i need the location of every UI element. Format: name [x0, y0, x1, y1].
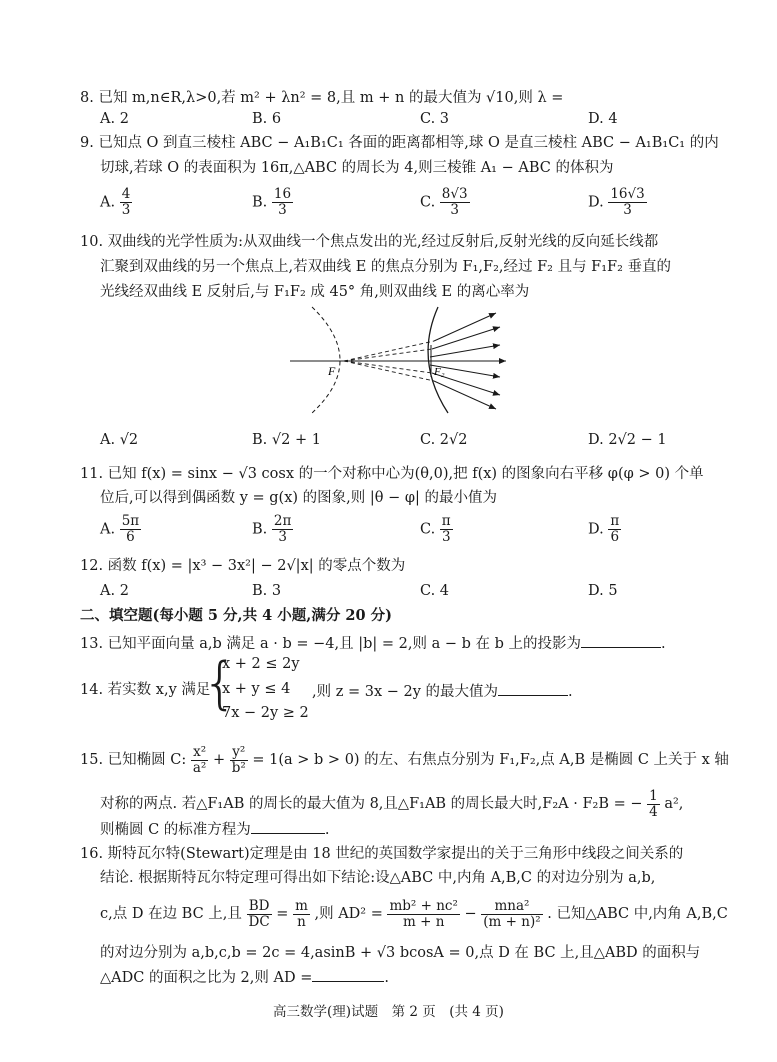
q15-line1: 15. 已知椭圆 C: $\frac{\text{x²}}{\text{a²}}$ + $\frac{\text{y²}}{\text{b²}}$ = 1(a > b > 0) 的左、右焦点分别为 F₁,F₂,点 A,B 是椭圆 C 上关于 x 轴 [80, 743, 729, 776]
q12-option-b: B. 3 [252, 583, 282, 599]
q10-option-b: B. √2 + 1 [252, 432, 321, 448]
q11-option-b: B. $\frac{2\pi}{3}$ [252, 513, 292, 545]
q8-option-a: A. 2 [100, 111, 129, 127]
q12-stem: 12. 函数 f(x) = |x³ − 3x²| − 2√|x| 的零点个数为 [80, 558, 406, 574]
q9-stem-line1: 9. 已知点 O 到直三棱柱 ABC − A₁B₁C₁ 各面的距离都相等,球 O 是直三棱柱 ABC − A₁B₁C₁ 的内 [80, 135, 719, 151]
q14-constraint-1: x + 2 ≤ 2y [222, 656, 300, 672]
q8-option-b: B. 6 [252, 111, 282, 127]
page-footer: 高三数学(理)试题 第 2 页 (共 4 页) [273, 1004, 504, 1020]
q16-line4: 的对边分别为 a,b,c,b = 2c = 4,asinB + √3 bcosA = 0,点 D 在 BC 上,且△ABD 的面积与 [100, 945, 701, 961]
q12-option-d: D. 5 [588, 583, 618, 599]
q15-line3: 则椭圆 C 的标准方程为 . [100, 818, 329, 840]
q12-option-c: C. 4 [420, 583, 450, 599]
q8-option-d: D. 4 [588, 111, 618, 127]
q8-stem: 8. 已知 m,n∈R,λ>0,若 m² + λn² = 8,且 m + n 的最大值为 √10,则 λ = [80, 90, 564, 106]
q10-option-a: A. √2 [100, 432, 139, 448]
q9-option-d: D. $\frac{16√3}{3}$ [588, 186, 645, 218]
q11-option-d: D. $\frac{\pi}{6}$ [588, 513, 620, 545]
q16-answer-blank[interactable] [312, 966, 384, 982]
q12-option-a: A. 2 [100, 583, 129, 599]
q11-stem-line1: 11. 已知 f(x) = sinx − √3 cosx 的一个对称中心为(θ,0),把 f(x) 的图象向右平移 φ(φ > 0) 个单 [80, 466, 704, 482]
q16-line1: 16. 斯特瓦尔特(Stewart)定理是由 18 世纪的英国数学家提出的关于三角形中线段之间关系的 [80, 846, 684, 862]
q14-question: ,则 z = 3x − 2y 的最大值为 . [312, 680, 573, 702]
q16-line3: c,点 D 在边 BC 上,且 $\frac{BD}{DC}$ = $\frac{m}{n}$ ,则 AD² = $\frac{\text{mb² + nc²}}{m + n}$ − $\frac{\text{mna²}}{\text{(m + n)²}}$ . 已知△ABC 中,内角 A,B,C [100, 897, 728, 930]
q13-stem: 13. 已知平面向量 a,b 满足 a · b = −4,且 |b| = 2,则 a − b 在 b 上的投影为 . [80, 632, 666, 654]
q16-line5: △ADC 的面积之比为 2,则 AD = . [100, 966, 389, 988]
q9-option-b: B. $\frac{16}{3}$ [252, 186, 292, 218]
f2-label: F₂ [434, 366, 445, 378]
q10-option-d: D. 2√2 − 1 [588, 432, 667, 448]
q14-constraint-2: x + y ≤ 4 [222, 681, 291, 697]
q13-answer-blank[interactable] [581, 632, 661, 648]
q15-answer-blank[interactable] [251, 818, 325, 834]
q14-brace: { [202, 651, 238, 716]
left-branch [312, 307, 340, 413]
q8-option-c: C. 3 [420, 111, 450, 127]
q10-stem-line3: 光线经双曲线 E 反射后,与 F₁F₂ 成 45° 角,则双曲线 E 的离心率为 [100, 284, 530, 300]
q9-option-c: C. $\frac{8√3}{3}$ [420, 186, 468, 218]
q10-stem-line2: 汇聚到双曲线的另一个焦点上,若双曲线 E 的焦点分别为 F₁,F₂,经过 F₂ 且与 F₁F₂ 垂直的 [100, 259, 672, 275]
q14-answer-blank[interactable] [498, 680, 568, 696]
q9-stem-line2: 切球,若球 O 的表面积为 16π,△ABC 的周长为 4,则三棱锥 A₁ − ABC 的体积为 [100, 160, 614, 176]
q15-line2: 对称的两点. 若△F₁AB 的周长的最大值为 8,且△F₁AB 的周长最大时,F₂A · F₂B = − $\frac{1}{4}$ a², [100, 787, 684, 820]
f1-label: F [328, 364, 336, 378]
q11-option-c: C. $\frac{\pi}{3}$ [420, 513, 451, 545]
q14-lead: 14. 若实数 x,y 满足 [80, 682, 211, 698]
q9-option-a: A. $\frac{4}{3}$ [100, 186, 131, 218]
q14-constraint-3: 7x − 2y ≥ 2 [222, 705, 309, 721]
q11-stem-line2: 位后,可以得到偶函数 y = g(x) 的图象,则 |θ − φ| 的最小值为 [100, 490, 498, 506]
q16-line2: 结论. 根据斯特瓦尔特定理可得出如下结论:设△ABC 中,内角 A,B,C 的对边分别为 a,b, [100, 870, 656, 886]
hyperbola-figure [288, 305, 510, 415]
section-2-heading: 二、填空题(每小题 5 分,共 4 小题,满分 20 分) [80, 607, 392, 624]
q10-option-c: C. 2√2 [420, 432, 468, 448]
q11-option-a: A. $\frac{5\pi}{6}$ [100, 513, 140, 545]
q10-stem-line1: 10. 双曲线的光学性质为:从双曲线一个焦点发出的光,经过反射后,反射光线的反向延长线都 [80, 234, 659, 250]
